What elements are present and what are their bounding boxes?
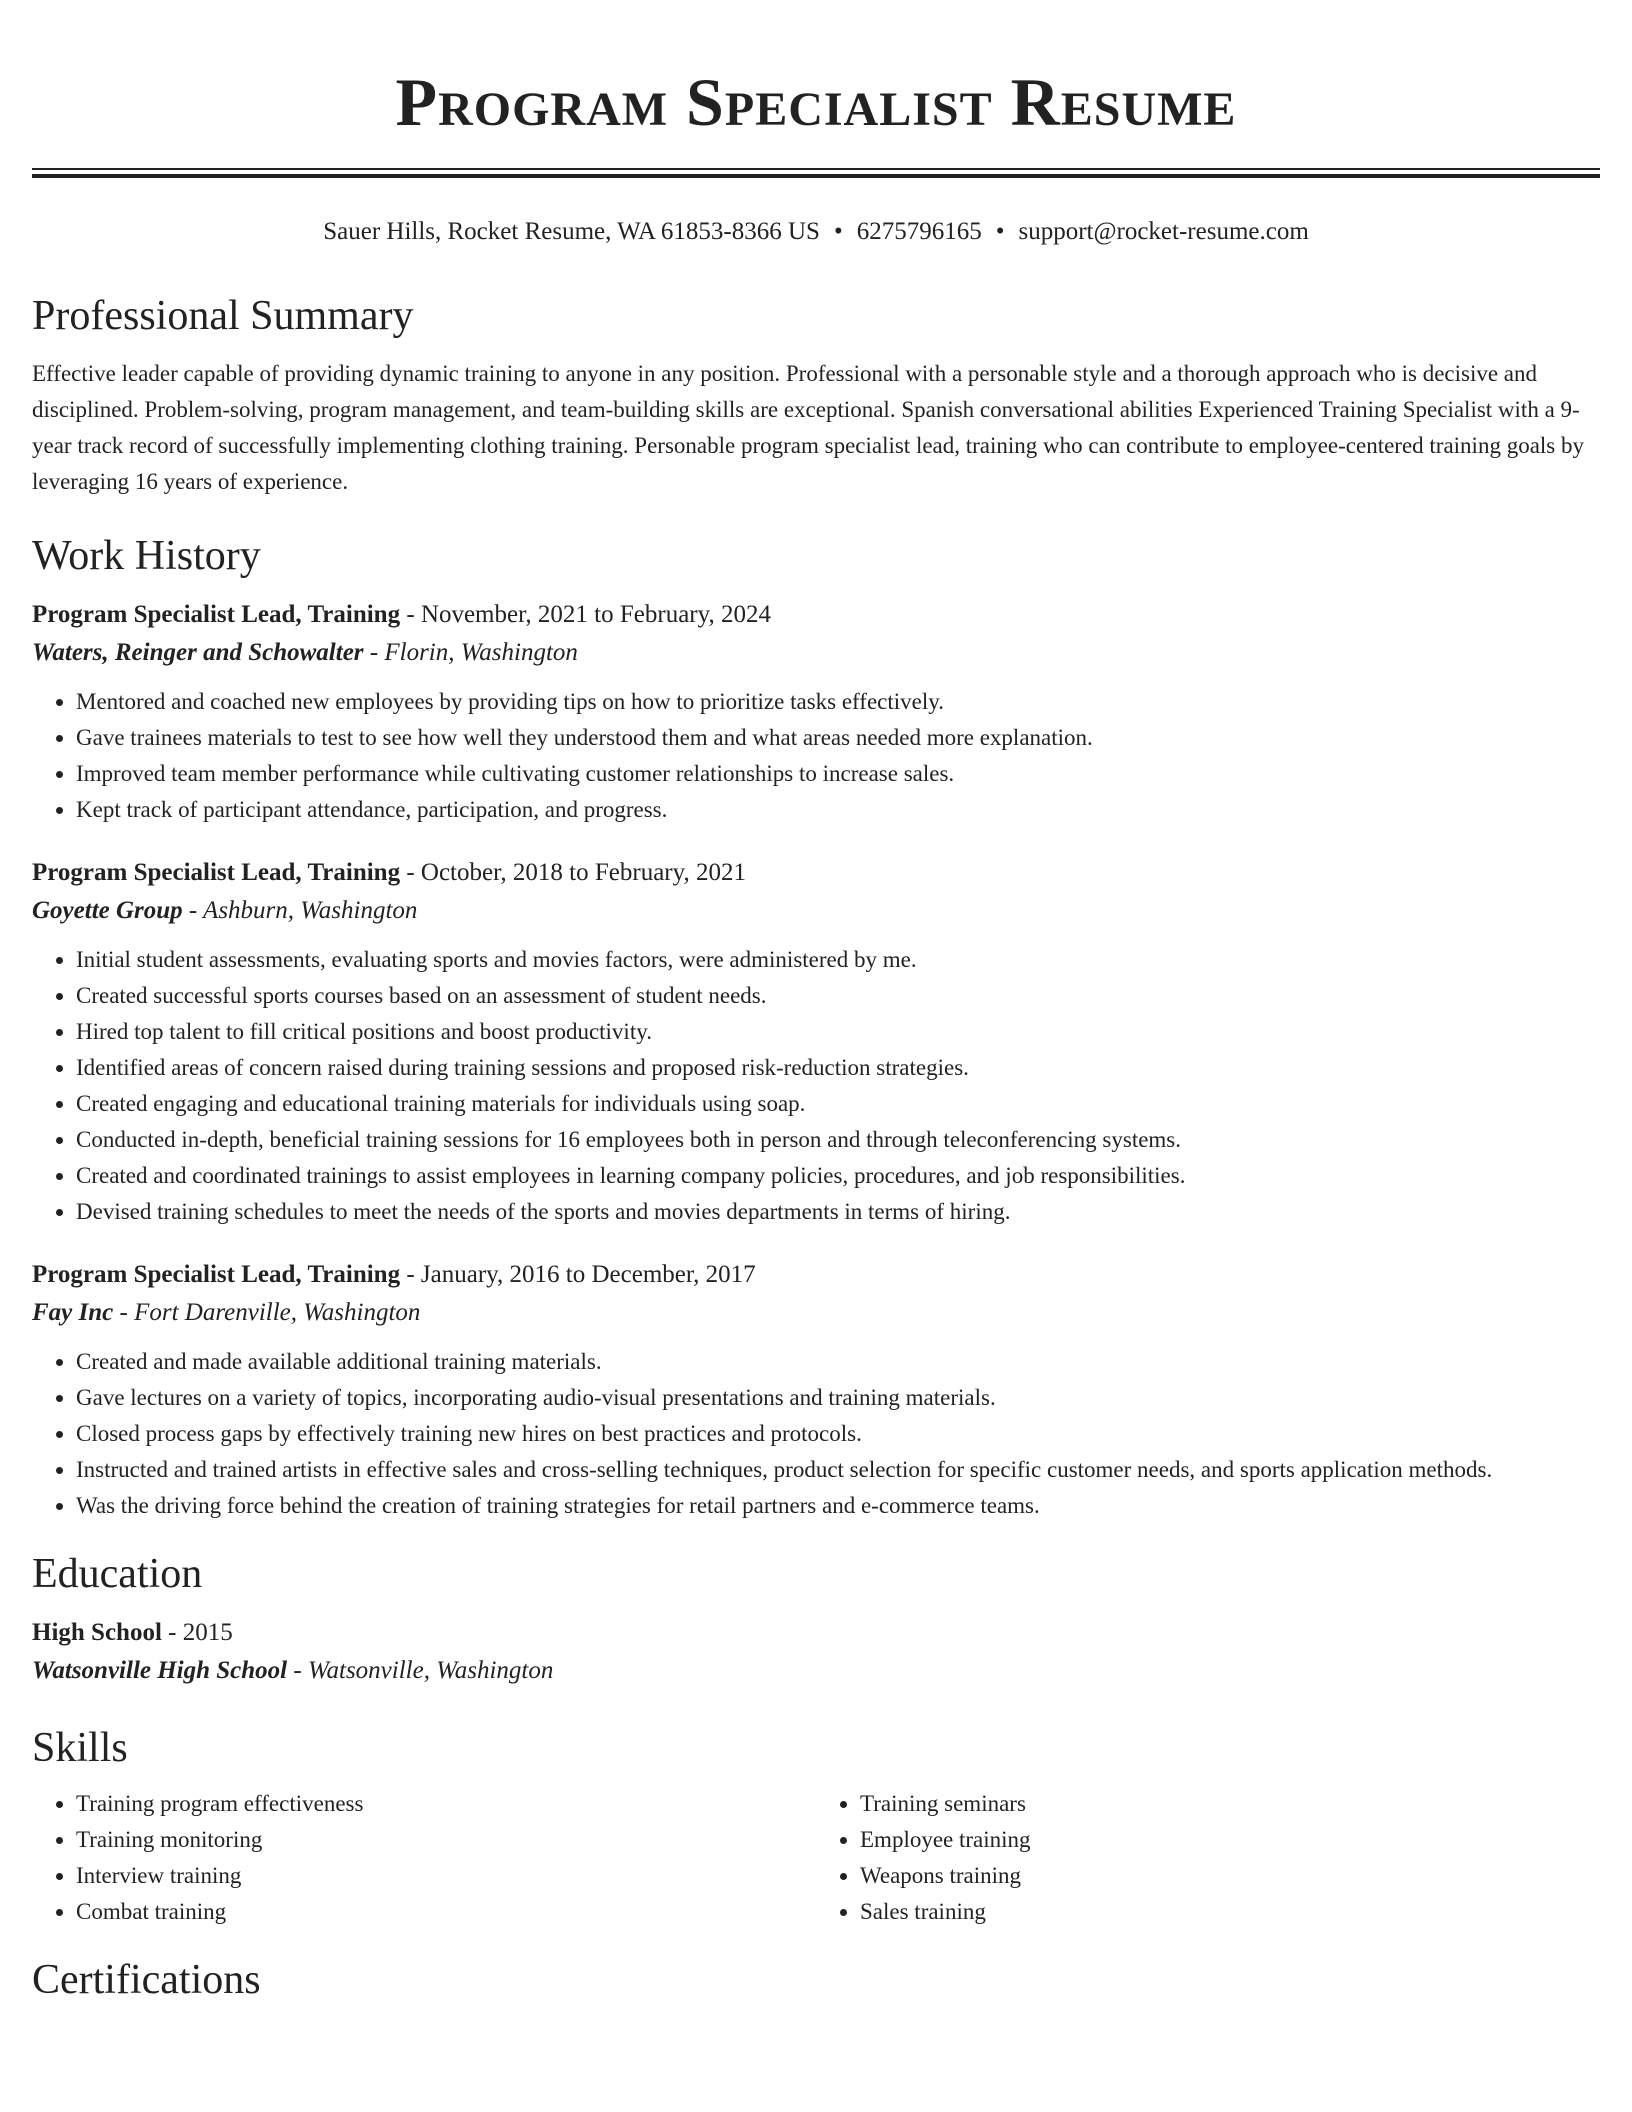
list-item: • Training program effectiveness — [76, 1786, 816, 1822]
education-school: Watsonville High School — [32, 1657, 288, 1684]
contact-email: support@rocket-resume.com — [1018, 218, 1309, 245]
job-bullets — [32, 942, 1600, 1230]
skills-column-right — [816, 1786, 1600, 1930]
education-school-line: Watsonville High School - Watsonville, Washington — [32, 1657, 554, 1684]
list-item: • Conducted in-depth, beneficial training sessions for 16 employees both in person and through teleconferencing systems. — [76, 1122, 1600, 1158]
work-history-heading: Work History — [32, 533, 261, 579]
list-item: • Mentored and coached new employees by providing tips on how to prioritize tasks effectively. — [76, 684, 1600, 720]
list-item: • Training monitoring — [76, 1822, 816, 1858]
job-entry — [32, 1256, 1600, 1524]
job-dates: January, 2016 to December, 2017 — [420, 1261, 756, 1288]
job-company: Fay Inc — [32, 1299, 114, 1326]
job-location: Florin, Washington — [384, 639, 578, 666]
contact-separator: • — [833, 218, 843, 245]
job-title: Program Specialist Lead, Training — [32, 859, 401, 886]
list-item: • Gave trainees materials to test to see how well they understood them and what areas needed more explanation. — [76, 720, 1600, 756]
education-section — [32, 1546, 1600, 1690]
job-location: Fort Darenville, Washington — [134, 1299, 421, 1326]
list-item: • Created and coordinated trainings to assist employees in learning company policies, procedures, and job responsibilities. — [76, 1158, 1600, 1194]
list-item: • Employee training — [860, 1822, 1600, 1858]
list-item: • Devised training schedules to meet the needs of the sports and movies departments in terms of hiring. — [76, 1194, 1600, 1230]
job-dates: October, 2018 to February, 2021 — [420, 859, 746, 886]
job-company-line: Waters, Reinger and Schowalter - Florin, Washington — [32, 639, 578, 666]
job-entry — [32, 854, 1600, 1230]
job-title: Program Specialist Lead, Training — [32, 1261, 401, 1288]
job-title-line: Program Specialist Lead, Training - November, 2021 to February, 2024 — [32, 601, 771, 628]
job-dates: November, 2021 to February, 2024 — [420, 601, 771, 628]
list-item: • Sales training — [860, 1894, 1600, 1930]
certifications-heading: Certifications — [32, 1957, 261, 2003]
job-bullets — [32, 1344, 1600, 1524]
skills-grid — [32, 1786, 1600, 1930]
list-item: • Improved team member performance while cultivating customer relationships to increase sales. — [76, 756, 1600, 792]
education-location: Watsonville, Washington — [307, 1657, 554, 1684]
education-degree-line: High School - 2015 — [32, 1619, 233, 1646]
list-item: • Weapons training — [860, 1858, 1600, 1894]
skills-column-left — [32, 1786, 816, 1930]
job-company: Waters, Reinger and Schowalter — [32, 639, 364, 666]
summary-heading: Professional Summary — [32, 293, 414, 339]
list-item: • Instructed and trained artists in effective sales and cross-selling techniques, product selection for specific customer needs, and sports application methods. — [76, 1452, 1600, 1488]
list-item: • Created engaging and educational training materials for individuals using soap. — [76, 1086, 1600, 1122]
certifications-section — [32, 1952, 1600, 2008]
list-item: • Gave lectures on a variety of topics, incorporating audio-visual presentations and training materials. — [76, 1380, 1600, 1416]
list-item: • Created successful sports courses based on an assessment of student needs. — [76, 978, 1600, 1014]
skills-heading: Skills — [32, 1725, 128, 1771]
list-item: • Interview training — [76, 1858, 816, 1894]
list-item: • Identified areas of concern raised during training sessions and proposed risk-reduction strategies. — [76, 1050, 1600, 1086]
list-item: • Was the driving force behind the creation of training strategies for retail partners and e-commerce teams. — [76, 1488, 1600, 1524]
job-company: Goyette Group — [32, 897, 183, 924]
job-title: Program Specialist Lead, Training — [32, 601, 401, 628]
list-item: • Training seminars — [860, 1786, 1600, 1822]
resume-page — [32, 0, 1600, 2008]
contact-line — [32, 214, 1600, 250]
education-degree: High School — [32, 1619, 162, 1646]
resume-title: Program Specialist Resume — [395, 64, 1237, 140]
education-entry — [32, 1614, 1600, 1690]
list-item: • Initial student assessments, evaluating sports and movies factors, were administered by me. — [76, 942, 1600, 978]
contact-address: Sauer Hills, Rocket Resume, WA 61853-8366 US — [323, 218, 820, 245]
job-title-line: Program Specialist Lead, Training - October, 2018 to February, 2021 — [32, 859, 746, 886]
job-location: Ashburn, Washington — [203, 897, 418, 924]
job-title-line: Program Specialist Lead, Training - January, 2016 to December, 2017 — [32, 1261, 756, 1288]
contact-separator: • — [995, 218, 1005, 245]
list-item: • Combat training — [76, 1894, 816, 1930]
list-item: • Closed process gaps by effectively training new hires on best practices and protocols. — [76, 1416, 1600, 1452]
list-item: • Created and made available additional training materials. — [76, 1344, 1600, 1380]
education-heading: Education — [32, 1551, 203, 1597]
list-item: • Hired top talent to fill critical positions and boost productivity. — [76, 1014, 1600, 1050]
job-company-line: Goyette Group - Ashburn, Washington — [32, 897, 418, 924]
title-divider — [32, 168, 1600, 178]
summary-section — [32, 288, 1600, 500]
skills-section — [32, 1720, 1600, 1930]
job-entry — [32, 596, 1600, 828]
job-company-line: Fay Inc - Fort Darenville, Washington — [32, 1299, 421, 1326]
contact-phone: 6275796165 — [856, 218, 982, 245]
list-item: • Kept track of participant attendance, participation, and progress. — [76, 792, 1600, 828]
job-bullets — [32, 684, 1600, 828]
education-year: 2015 — [182, 1619, 233, 1646]
work-history-section — [32, 528, 1600, 1524]
summary-text: Effective leader capable of providing dynamic training to anyone in any position. Professional with a personable style and a thorough approach who is decisive and disciplined. Problem-solving, program management, and team-building skills are exceptional. Spanish conversational abilities Experienced Training Specialist with a 9-year track record of successfully implementing clothing training. Personable program specialist lead, training who can contribute to employee-centered training goals by leveraging 16 years of experience. — [32, 361, 1584, 494]
